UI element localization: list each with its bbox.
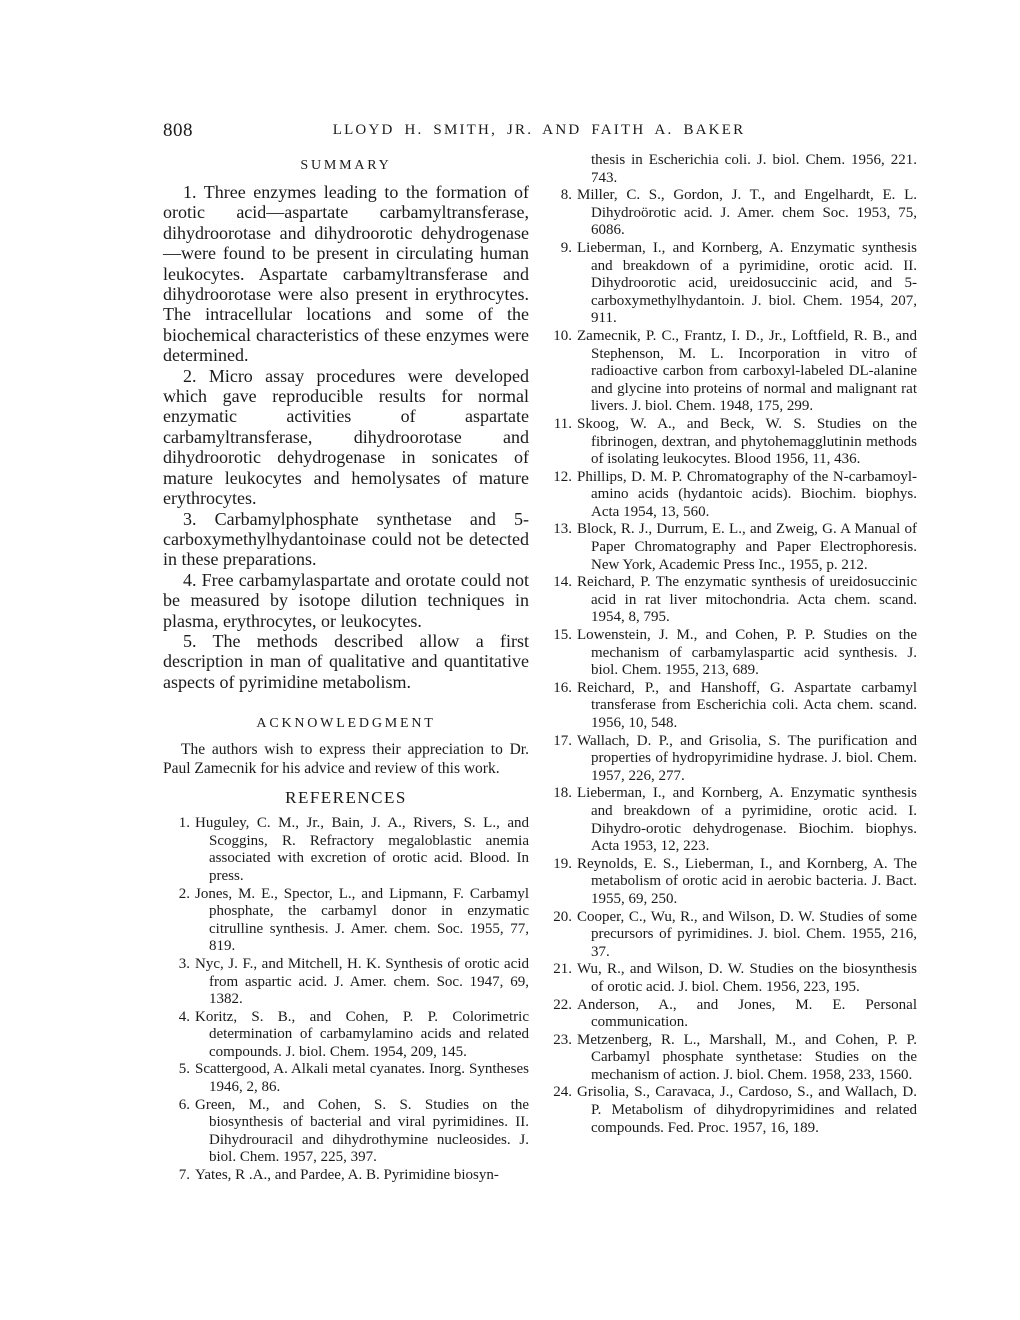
reference-text: Wu, R., and Wilson, D. W. Studies on the biosynthesis of orotic acid. J. biol. Chem. 1956, 223, 195. (577, 961, 917, 995)
acknowledgment-text: The authors wish to express their appreciation to Dr. Paul Zamecnik for his advice and review of this work. (163, 741, 529, 777)
reference-text: Block, R. J., Durrum, E. L., and Zweig, G. A Manual of Paper Chromatography and Paper Electrophoresis. New York, Academic Press Inc., 1955, p. 212. (577, 521, 917, 573)
reference-item (545, 328, 917, 416)
references-heading: REFERENCES (285, 788, 407, 808)
reference-number: 8. (560, 187, 572, 204)
reference-item (545, 961, 917, 996)
reference-item (163, 886, 529, 956)
reference-item (545, 627, 917, 680)
reference-number: 17. (553, 732, 572, 749)
reference-text: Koritz, S. B., and Cohen, P. P. Colorimetric determination of carbamylamino acids and related compounds. J. biol. Chem. 1954, 209, 145. (195, 1008, 529, 1060)
summary-paragraph: 5. The methods described allow a first description in man of qualitative and quantitative aspects of pyrimidine metabolism. (163, 630, 529, 692)
reference-text: Reynolds, E. S., Lieberman, I., and Kornberg, A. The metabolism of orotic acid in aerobic bacteria. J. Bact. 1955, 69, 250. (577, 855, 917, 907)
reference-item (545, 1084, 917, 1137)
reference-number: 10. (553, 327, 572, 344)
reference-item (545, 997, 917, 1032)
reference-number: 14. (553, 574, 572, 591)
summary-paragraphs (163, 182, 529, 692)
reference-text: Cooper, C., Wu, R., and Wilson, D. W. Studies of some precursors of pyrimidines. J. biol. Chem. 1955, 216, 37. (577, 908, 917, 960)
reference-text: Reichard, P., and Hanshoff, G. Aspartate carbamyl transferase from Escherichia coli. Acta chem. scand. 1956, 10, 548. (577, 679, 917, 731)
reference-text: Nyc, J. F., and Mitchell, H. K. Synthesis of orotic acid from aspartic acid. J. Amer. chem. Soc. 1947, 69, 1382. (195, 955, 529, 1008)
reference-text: Miller, C. S., Gordon, J. T., and Engelhardt, E. L. Dihydroörotic acid. J. Amer. chem Soc. 1953, 75, 6086. (577, 187, 917, 239)
reference-number: 24. (553, 1084, 572, 1101)
reference-number: 16. (553, 679, 572, 696)
reference-number: 12. (553, 468, 572, 485)
reference-item (163, 1167, 529, 1185)
reference-number: 5. (178, 1061, 190, 1078)
reference-item (545, 733, 917, 786)
reference-number: 13. (553, 521, 572, 538)
left-column (163, 158, 529, 1185)
reference-number: 7. (178, 1167, 190, 1184)
page-header (163, 120, 915, 142)
summary-paragraph: 1. Three enzymes leading to the formation of orotic acid—aspartate carbamyltransferase, dihydroorotase and dihydroorotic dehydrogenase—were found to be present in circulating human leukocytes. Aspartate carbamyltransferase and dihydroorotase were also present in erythrocytes. The intracellular locations and some of the biochemical characteristics of these enzymes were determined. (163, 182, 529, 366)
reference-number: 3. (178, 955, 190, 972)
reference-item (545, 785, 917, 855)
running-head: LLOYD H. SMITH, JR. AND FAITH A. BAKER (332, 122, 746, 138)
reference-text: Huguley, C. M., Jr., Bain, J. A., Rivers, S. L., and Scoggins, R. Refractory megaloblastic anemia associated with excretion of orotic acid. Blood. In press. (195, 815, 529, 884)
reference-item (545, 416, 917, 469)
reference-item (545, 909, 917, 962)
references-list-left (163, 815, 529, 1184)
reference-text: Zamecnik, P. C., Frantz, I. D., Jr., Loftfield, R. B., and Stephenson, M. L. Incorporation in vitro of radioactive carbon from carboxyl-labeled DL-alanine and glycine into proteins of normal and malignant rat livers. J. biol. Chem. 1948, 175, 299. (577, 327, 917, 415)
reference-item (545, 574, 917, 627)
reference-number: 19. (553, 855, 572, 872)
reference-number: 18. (553, 785, 572, 802)
reference-text: Skoog, W. A., and Beck, W. S. Studies on the fibrinogen, dextran, and phytohemagglutinin methods of isolating leukocytes. Blood 1956, 11, 436. (577, 415, 917, 468)
reference-text: Anderson, A., and Jones, M. E. Personal communication. (577, 996, 917, 1031)
summary-paragraph: 2. Micro assay procedures were developed which gave reproducible results for normal enzymatic activities of aspartate carbamyltransferase, dihydroorotase and dihydroorotic dehydrogenase in sonicates of mature leukocytes and hemolysates of mature erythrocytes. (163, 365, 529, 509)
reference-item (545, 856, 917, 909)
reference-item (163, 956, 529, 1009)
reference-text: Metzenberg, R. L., Marshall, M., and Cohen, P. P. Carbamyl phosphate synthetase: Studies on the mechanism of action. J. biol. Chem. 1958, 233, 1560. (577, 1031, 917, 1083)
reference-text: Lieberman, I., and Kornberg, A. Enzymatic synthesis and breakdown of a pyrimidine, orotic acid. I. Dihydro-orotic dehydrogenase. Biochim. biophys. Acta 1953, 12, 223. (577, 785, 917, 855)
right-column (545, 152, 917, 1137)
reference-number: 9. (560, 239, 572, 256)
reference-item (163, 1009, 529, 1062)
reference-item (163, 1097, 529, 1167)
summary-paragraph: 3. Carbamylphosphate synthetase and 5-carboxymethylhydantoinase could not be detected in these preparations. (163, 508, 529, 570)
reference-text: Green, M., and Cohen, S. S. Studies on the biosynthesis of bacterial and viral pyrimidines. II. Dihydrouracil and dihydrothymine nucleosides. J. biol. Chem. 1957, 225, 397. (195, 1096, 529, 1166)
reference-text: Reichard, P. The enzymatic synthesis of ureidosuccinic acid in rat liver mitochondria. Acta chem. scand. 1954, 8, 795. (577, 574, 917, 626)
reference-item (545, 680, 917, 733)
reference-text: Phillips, D. M. P. Chromatography of the N-carbamoyl-amino acids (hydantoic acids). Biochim. biophys. Acta 1954, 13, 560. (577, 468, 917, 520)
reference-item (545, 521, 917, 574)
reference-item (163, 1061, 529, 1096)
acknowledgment-heading: ACKNOWLEDGMENT (256, 716, 436, 732)
reference-text: Jones, M. E., Spector, L., and Lipmann, F. Carbamyl phosphate, the carbamyl donor in enzymatic citrulline synthesis. J. Amer. chem. Soc. 1955, 77, 819. (195, 885, 529, 955)
page-number: 808 (163, 120, 193, 141)
summary-paragraph: 4. Free carbamylaspartate and orotate could not be measured by isotope dilution techniques in plasma, erythrocytes, or leukocytes. (163, 569, 529, 631)
reference-number: 1. (178, 815, 190, 832)
reference-7-continuation: thesis in Escherichia coli. J. biol. Chem. 1956, 221. 743. (591, 152, 917, 186)
reference-text: Wallach, D. P., and Grisolia, S. The purification and properties of hydropyrimidine hydrase. J. biol. Chem. 1957, 226, 277. (577, 732, 917, 784)
reference-item (545, 240, 917, 328)
reference-text: Scattergood, A. Alkali metal cyanates. Inorg. Syntheses 1946, 2, 86. (195, 1061, 529, 1096)
summary-heading: SUMMARY (300, 158, 392, 173)
reference-item (545, 469, 917, 522)
reference-text: Lieberman, I., and Kornberg, A. Enzymatic synthesis and breakdown of a pyrimidine, orotic acid. II. Dihydroorotic acid, ureidosuccinic acid, and 5-carboxymethylhydantoin. J. biol. Chem. 1954, 207, 911. (577, 239, 917, 327)
reference-item (163, 815, 529, 885)
reference-number: 11. (553, 415, 572, 432)
references-list-right (545, 187, 917, 1137)
reference-text: Lowenstein, J. M., and Cohen, P. P. Studies on the mechanism of carbamylaspartic acid synthesis. J. biol. Chem. 1955, 213, 689. (577, 627, 917, 679)
reference-number: 21. (553, 961, 572, 978)
reference-number: 2. (178, 885, 190, 902)
reference-number: 6. (178, 1096, 190, 1113)
reference-number: 20. (553, 908, 572, 925)
reference-number: 15. (553, 627, 572, 644)
reference-text: Grisolia, S., Caravaca, J., Cardoso, S., and Wallach, D. P. Metabolism of dihydropyrimidines and related compounds. Fed. Proc. 1957, 16, 189. (577, 1084, 917, 1136)
reference-number: 23. (553, 1031, 572, 1048)
reference-item (545, 187, 917, 240)
reference-text: Yates, R .A., and Pardee, A. B. Pyrimidine biosyn- (195, 1167, 499, 1184)
reference-number: 22. (553, 996, 572, 1013)
reference-number: 4. (178, 1008, 190, 1025)
reference-item (545, 1032, 917, 1085)
